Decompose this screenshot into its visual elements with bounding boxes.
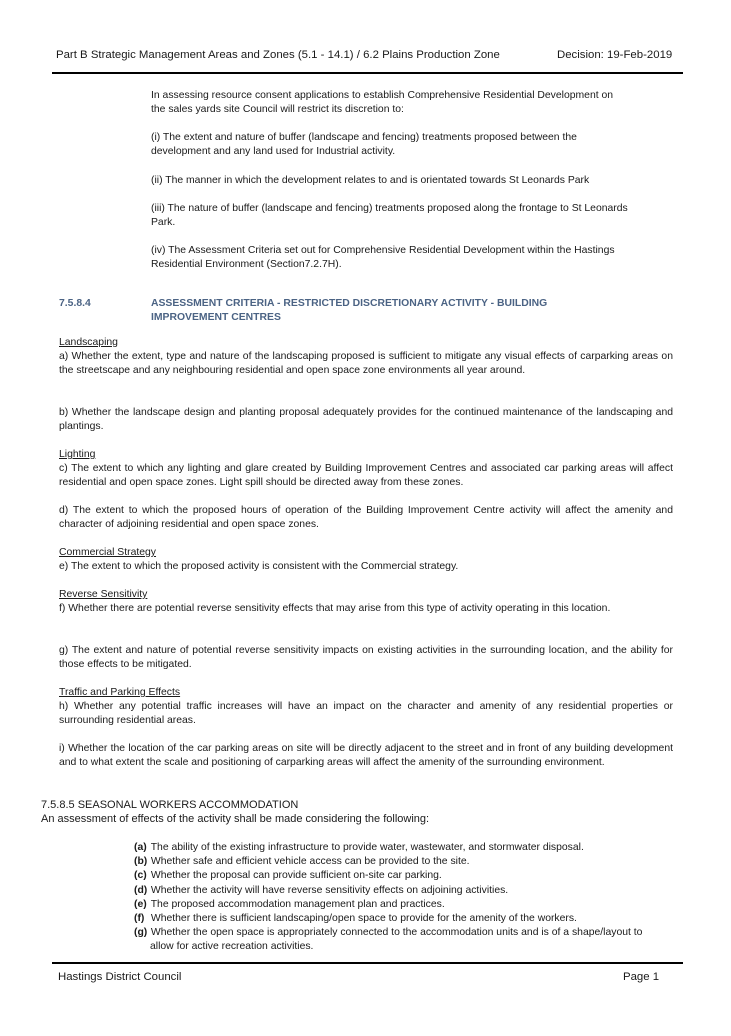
intro-item-iii: (iii) The nature of buffer (landscape and fencing) treatments proposed along the frontage to St Leonards Park. [151, 203, 628, 229]
section-title: ASSESSMENT CRITERIA - RESTRICTED DISCRETIONARY ACTIVITY - BUILDING IMPROVEMENT CENTRES [151, 298, 548, 323]
list-marker: (d) [134, 884, 148, 896]
criterion-b: b) Whether the landscape design and planting proposal adequately provides for the continued maintenance of the landscaping and plantings. [59, 407, 673, 433]
list-item [134, 912, 654, 926]
list-item [134, 855, 654, 869]
intro-item-ii: (ii) The manner in which the development relates to and is orientated towards St Leonards Park [151, 175, 590, 186]
assessment-list [134, 841, 654, 955]
footer-organisation: Hastings District Council [58, 971, 182, 983]
list-text: Whether the proposal can provide sufficient on-site car parking. [150, 870, 442, 882]
traffic-parking-heading: Traffic and Parking Effects [59, 687, 181, 698]
intro-paragraph: In assessing resource consent applications to establish Comprehensive Residential Development on the sales yards site Council will restrict its discretion to: [151, 90, 614, 116]
criterion-d: d) The extent to which the proposed hours of operation of the Building Improvement Centre activity will affect the amenity and character of adjoining residential and open space zones. [59, 505, 673, 531]
list-text: Whether there is sufficient landscaping/open space to provide for the amenity of the workers. [150, 913, 577, 925]
intro-item-i: (i) The extent and nature of buffer (landscape and fencing) treatments proposed between the development and any land used for Industrial activity. [151, 132, 577, 158]
header-title: Part B Strategic Management Areas and Zones (5.1 - 14.1) / 6.2 Plains Production Zone [56, 49, 500, 61]
lighting-heading: Lighting [59, 449, 96, 460]
criterion-f: f) Whether there are potential reverse sensitivity effects that may arise from this type of activity operating in this location. [59, 603, 611, 614]
section-number: 7.5.8.4 [59, 298, 91, 309]
list-marker: (a) [134, 842, 147, 853]
list-marker: (c) [134, 870, 147, 882]
header-rule [52, 72, 683, 74]
list-text: The proposed accommodation management plan and practices. [150, 898, 445, 910]
list-item [134, 926, 654, 954]
list-item [134, 869, 654, 883]
list-item [134, 898, 654, 912]
footer-page-number: Page 1 [623, 971, 660, 983]
list-text: Whether the open space is appropriately connected to the accommodation units and is of a shape/layout to allow for active recreation activities. [150, 927, 643, 953]
criterion-h: h) Whether any potential traffic increases will have an impact on the character and amenity of any residential properties or surrounding residential areas. [59, 701, 673, 727]
footer-rule [52, 962, 683, 964]
commercial-strategy-heading: Commercial Strategy [59, 547, 157, 558]
reverse-sensitivity-heading: Reverse Sensitivity [59, 589, 148, 600]
list-marker: (f) [134, 913, 145, 925]
list-item [134, 841, 654, 855]
criterion-e: e) The extent to which the proposed activity is consistent with the Commercial strategy. [59, 561, 459, 572]
list-marker: (b) [134, 856, 148, 868]
landscaping-heading: Landscaping [59, 337, 118, 348]
assessment-lead: An assessment of effects of the activity shall be made considering the following: [41, 813, 430, 825]
criterion-c: c) The extent to which any lighting and glare created by Building Improvement Centres and associated car parking areas will affect residential and open space zones. Light spill should be directed away from these zones. [59, 463, 673, 489]
criterion-i: i) Whether the location of the car parking areas on site will be directly adjacent to the street and in front of any building development and to what extent the scale and positioning of carparking areas will affect the amenity of the surrounding environment. [59, 743, 673, 769]
intro-item-iv: (iv) The Assessment Criteria set out for Comprehensive Residential Development within the Hastings Residential Environment (Section7.2.7H). [151, 245, 615, 271]
list-item [134, 884, 654, 898]
criterion-a: a) Whether the extent, type and nature of the landscaping proposed is sufficient to mitigate any visual effects of carparking areas on the streetscape and any neighbouring residential and open space zone environments all year around. [59, 351, 673, 377]
list-marker: (g) [134, 927, 148, 939]
list-text: Whether the activity will have reverse sensitivity effects on adjoining activities. [150, 884, 509, 896]
list-text: The ability of the existing infrastructure to provide water, wastewater, and stormwater disposal. [150, 842, 584, 853]
header-decision-date: Decision: 19-Feb-2019 [557, 49, 673, 61]
list-text: Whether safe and efficient vehicle access can be provided to the site. [150, 856, 470, 868]
criterion-g: g) The extent and nature of potential reverse sensitivity impacts on existing activities in the surrounding location, and the ability for those effects to be mitigated. [59, 645, 673, 671]
seasonal-workers-heading: 7.5.8.5 SEASONAL WORKERS ACCOMMODATION [41, 799, 299, 811]
list-marker: (e) [134, 898, 147, 910]
